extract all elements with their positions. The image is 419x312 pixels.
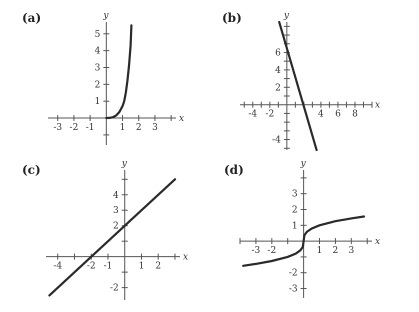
x-tick-label: 2 bbox=[332, 246, 339, 257]
x-tick-label: -2 bbox=[86, 261, 96, 272]
x-tick-label: -4 bbox=[53, 261, 63, 272]
y-axis-label: y bbox=[121, 159, 127, 169]
x-tick-label: -4 bbox=[248, 109, 258, 120]
x-tick-label: -3 bbox=[251, 246, 261, 257]
y-tick-label: 2 bbox=[112, 221, 119, 232]
panel-label: (c) bbox=[22, 163, 41, 177]
panel-3 bbox=[22, 159, 188, 300]
panel-2 bbox=[222, 11, 380, 150]
y-tick-label: 4 bbox=[94, 46, 101, 57]
y-tick-label: 3 bbox=[112, 206, 119, 217]
panel-4 bbox=[224, 159, 380, 298]
y-tick-label: 2 bbox=[275, 83, 281, 94]
y-tick-label: -4 bbox=[272, 135, 281, 146]
panel-label: (d) bbox=[224, 163, 244, 177]
x-tick-label: -2 bbox=[267, 246, 277, 257]
panel-label: (b) bbox=[222, 11, 242, 25]
x-tick-label: -2 bbox=[265, 109, 275, 120]
y-tick-label: -3 bbox=[288, 284, 298, 295]
x-axis-label: x bbox=[183, 252, 189, 263]
graph-curve bbox=[106, 25, 131, 118]
y-tick-label: 1 bbox=[94, 97, 101, 108]
y-tick-label: 2 bbox=[291, 205, 298, 216]
x-tick-label: 3 bbox=[348, 246, 355, 257]
y-axis-label: y bbox=[300, 159, 306, 169]
y-tick-label: -2 bbox=[109, 283, 119, 294]
y-tick-label: 4 bbox=[275, 65, 281, 76]
x-tick-label: 2 bbox=[135, 123, 142, 134]
y-tick-label: 6 bbox=[275, 48, 281, 59]
x-tick-label: -1 bbox=[85, 123, 95, 134]
y-tick-label: -2 bbox=[288, 268, 298, 279]
x-tick-label: 8 bbox=[352, 109, 358, 120]
x-tick-label: 1 bbox=[119, 123, 126, 134]
x-axis-label: x bbox=[375, 100, 381, 111]
x-axis-label: x bbox=[375, 237, 381, 248]
y-axis-label: y bbox=[283, 11, 289, 21]
y-tick-label: 5 bbox=[94, 29, 101, 40]
x-tick-label: 1 bbox=[316, 246, 323, 257]
y-tick-label: 2 bbox=[94, 80, 101, 91]
x-tick-label: 2 bbox=[155, 261, 162, 272]
y-tick-label: 1 bbox=[291, 221, 298, 232]
y-tick-label: 3 bbox=[291, 189, 298, 200]
x-tick-label: -1 bbox=[103, 261, 113, 272]
x-axis-label: x bbox=[179, 114, 185, 125]
x-tick-label: -2 bbox=[69, 123, 79, 134]
y-axis-label: y bbox=[103, 11, 109, 21]
x-tick-label: 3 bbox=[152, 123, 158, 134]
panel-1 bbox=[22, 11, 184, 145]
x-tick-label: -3 bbox=[53, 123, 63, 134]
x-tick-label: 4 bbox=[318, 109, 324, 120]
x-tick-label: 6 bbox=[335, 109, 341, 120]
y-tick-label: 3 bbox=[94, 63, 101, 74]
panel-label: (a) bbox=[22, 11, 42, 25]
y-tick-label: 4 bbox=[112, 190, 119, 201]
x-tick-label: 1 bbox=[138, 261, 145, 272]
